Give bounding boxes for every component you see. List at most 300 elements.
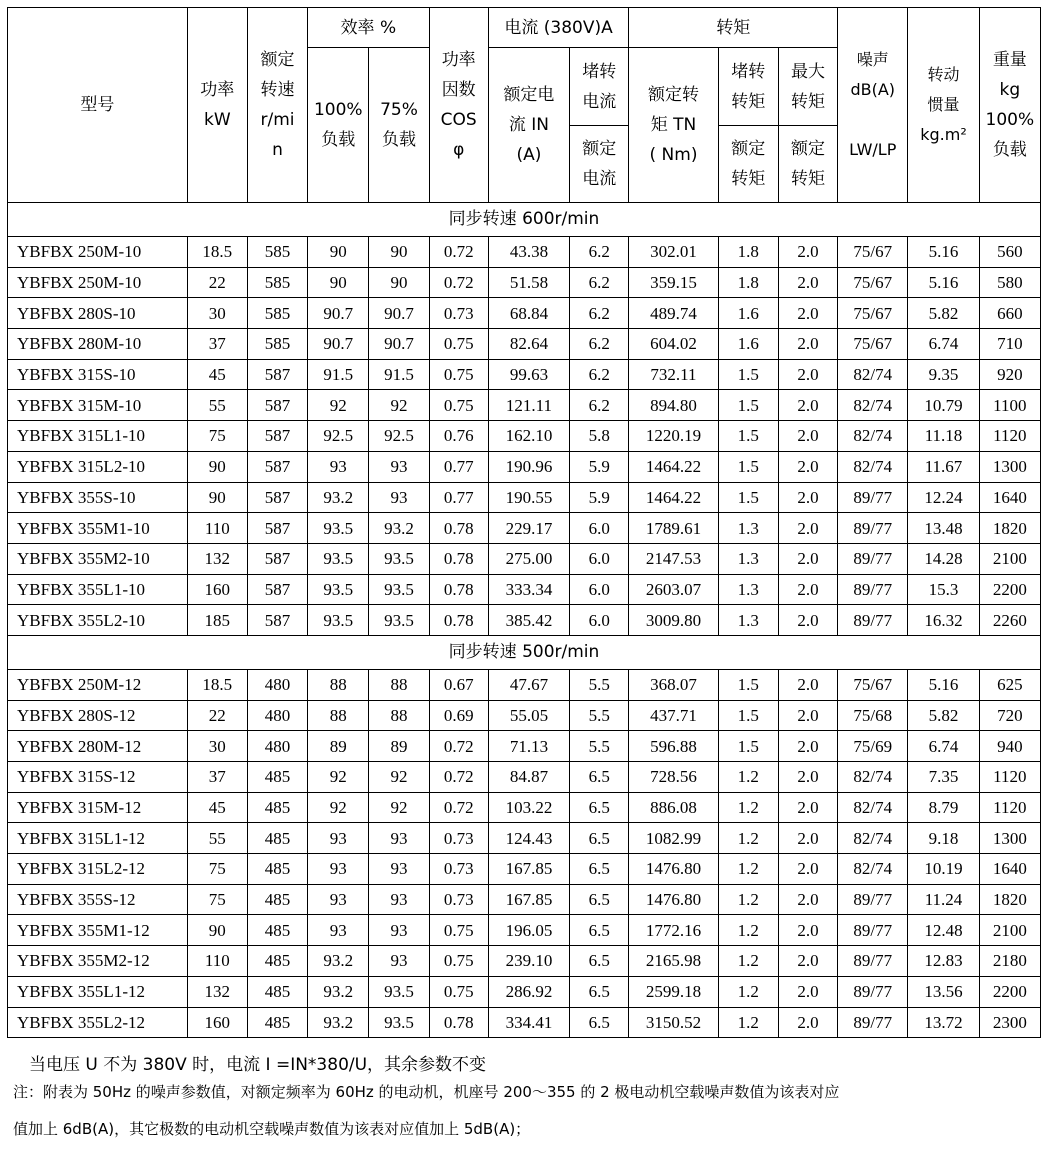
cell-rated-current: 82.64	[488, 329, 569, 360]
cell-inertia: 6.74	[908, 329, 979, 360]
cell-locked-torque-ratio: 1.3	[718, 543, 778, 574]
cell-rated-current: 43.38	[488, 237, 569, 268]
cell-locked-current-ratio: 6.5	[570, 915, 629, 946]
header-line: 矩 TN	[650, 115, 697, 135]
cell-inertia: 13.72	[908, 1007, 979, 1038]
cell-inertia: 15.3	[908, 574, 979, 605]
cell-rated-speed: 587	[247, 421, 307, 452]
cell-power: 132	[187, 976, 247, 1007]
cell-weight: 720	[979, 700, 1040, 731]
cell-rated-torque: 1464.22	[629, 482, 718, 513]
cell-weight: 580	[979, 267, 1040, 298]
cell-power: 185	[187, 605, 247, 636]
header-line: 额定	[260, 50, 295, 70]
cell-max-torque-ratio: 2.0	[778, 792, 837, 823]
cell-rated-speed: 587	[247, 543, 307, 574]
cell-eff-100: 92	[308, 390, 369, 421]
cell-noise: 82/74	[838, 451, 908, 482]
cell-weight: 1640	[979, 482, 1040, 513]
header-max-torque-top	[778, 48, 837, 126]
cell-locked-current-ratio: 5.5	[570, 731, 629, 762]
table-row	[8, 421, 1041, 452]
cell-eff-100: 91.5	[308, 359, 369, 390]
cell-rated-current: 103.22	[488, 792, 569, 823]
table-row	[8, 605, 1041, 636]
cell-rated-current: 55.05	[488, 700, 569, 731]
cell-model: YBFBX 355S-12	[8, 884, 188, 915]
cell-weight: 2200	[979, 574, 1040, 605]
cell-max-torque-ratio: 2.0	[778, 421, 837, 452]
cell-power: 75	[187, 854, 247, 885]
header-power-factor	[429, 8, 488, 203]
cell-power-factor: 0.75	[429, 359, 488, 390]
header-rated-torque	[629, 48, 718, 203]
cell-eff-100: 93	[308, 884, 369, 915]
cell-power-factor: 0.72	[429, 762, 488, 793]
cell-rated-speed: 587	[247, 359, 307, 390]
cell-rated-speed: 585	[247, 329, 307, 360]
cell-max-torque-ratio: 2.0	[778, 574, 837, 605]
header-inertia	[908, 8, 979, 203]
header-line: 转矩	[731, 91, 766, 112]
cell-eff-75: 92.5	[369, 421, 429, 452]
table-row	[8, 390, 1041, 421]
cell-locked-current-ratio: 6.5	[570, 1007, 629, 1038]
cell-rated-current: 51.58	[488, 267, 569, 298]
cell-rated-torque: 437.71	[629, 700, 718, 731]
cell-eff-100: 93.5	[308, 574, 369, 605]
cell-weight: 940	[979, 731, 1040, 762]
cell-inertia: 12.24	[908, 482, 979, 513]
cell-power: 160	[187, 1007, 247, 1038]
cell-rated-speed: 587	[247, 482, 307, 513]
cell-power-factor: 0.77	[429, 451, 488, 482]
cell-max-torque-ratio: 2.0	[778, 237, 837, 268]
cell-power: 18.5	[187, 237, 247, 268]
cell-weight: 2260	[979, 605, 1040, 636]
cell-eff-75: 93.2	[369, 513, 429, 544]
cell-power: 45	[187, 359, 247, 390]
cell-eff-100: 90.7	[308, 298, 369, 329]
cell-rated-current: 71.13	[488, 731, 569, 762]
cell-eff-75: 88	[369, 700, 429, 731]
cell-eff-100: 93.2	[308, 976, 369, 1007]
cell-model: YBFBX 355M2-10	[8, 543, 188, 574]
cell-rated-torque: 1220.19	[629, 421, 718, 452]
cell-weight: 1300	[979, 451, 1040, 482]
cell-rated-current: 121.11	[488, 390, 569, 421]
cell-power: 45	[187, 792, 247, 823]
cell-max-torque-ratio: 2.0	[778, 946, 837, 977]
cell-model: YBFBX 280S-12	[8, 700, 188, 731]
cell-model: YBFBX 355M2-12	[8, 946, 188, 977]
cell-weight: 1300	[979, 823, 1040, 854]
cell-rated-current: 99.63	[488, 359, 569, 390]
header-efficiency-75	[369, 48, 429, 203]
cell-rated-current: 239.10	[488, 946, 569, 977]
cell-inertia: 5.16	[908, 267, 979, 298]
cell-rated-torque: 596.88	[629, 731, 718, 762]
cell-power-factor: 0.75	[429, 946, 488, 977]
cell-locked-current-ratio: 6.5	[570, 854, 629, 885]
group-title: 同步转速 500r/min	[8, 635, 1041, 669]
cell-noise: 82/74	[838, 854, 908, 885]
header-line: 因数	[441, 80, 476, 100]
header-current: 电流 (380V)A	[488, 8, 629, 48]
cell-rated-speed: 587	[247, 605, 307, 636]
cell-model: YBFBX 355L1-12	[8, 976, 188, 1007]
cell-locked-current-ratio: 6.0	[570, 605, 629, 636]
cell-weight: 710	[979, 329, 1040, 360]
cell-eff-75: 93.5	[369, 543, 429, 574]
header-line: LW/LP	[849, 140, 897, 159]
cell-eff-100: 93.5	[308, 543, 369, 574]
header-line: (A)	[516, 145, 542, 165]
cell-weight: 660	[979, 298, 1040, 329]
cell-weight: 1640	[979, 854, 1040, 885]
table-row	[8, 854, 1041, 885]
cell-weight: 1100	[979, 390, 1040, 421]
header-line: 额定	[731, 139, 766, 159]
table-row	[8, 669, 1041, 700]
cell-model: YBFBX 315M-10	[8, 390, 188, 421]
cell-rated-current: 167.85	[488, 854, 569, 885]
cell-eff-100: 88	[308, 669, 369, 700]
cell-rated-speed: 485	[247, 854, 307, 885]
cell-locked-current-ratio: 6.2	[570, 237, 629, 268]
cell-locked-current-ratio: 6.0	[570, 543, 629, 574]
cell-power: 110	[187, 946, 247, 977]
table-row	[8, 1007, 1041, 1038]
cell-power-factor: 0.73	[429, 854, 488, 885]
cell-power: 75	[187, 421, 247, 452]
table-row	[8, 915, 1041, 946]
note-voltage: 当电压 U 不为 380V 时，电流 I =IN*380/U，其余参数不变	[29, 1055, 487, 1075]
cell-eff-100: 93.2	[308, 1007, 369, 1038]
table-row	[8, 359, 1041, 390]
cell-noise: 89/77	[838, 1007, 908, 1038]
cell-noise: 75/67	[838, 669, 908, 700]
cell-locked-torque-ratio: 1.2	[718, 884, 778, 915]
cell-noise: 75/68	[838, 700, 908, 731]
cell-eff-75: 93	[369, 451, 429, 482]
cell-model: YBFBX 315L2-10	[8, 451, 188, 482]
cell-max-torque-ratio: 2.0	[778, 762, 837, 793]
cell-model: YBFBX 250M-10	[8, 267, 188, 298]
cell-power-factor: 0.75	[429, 329, 488, 360]
cell-locked-torque-ratio: 1.2	[718, 976, 778, 1007]
cell-locked-torque-ratio: 1.3	[718, 513, 778, 544]
cell-rated-speed: 587	[247, 451, 307, 482]
header-line: 负载	[992, 140, 1027, 160]
cell-locked-current-ratio: 6.5	[570, 792, 629, 823]
cell-noise: 89/77	[838, 605, 908, 636]
cell-rated-speed: 485	[247, 762, 307, 793]
header-line: 噪声	[856, 50, 889, 69]
group-title: 同步转速 600r/min	[8, 203, 1041, 237]
cell-locked-torque-ratio: 1.5	[718, 700, 778, 731]
cell-weight: 2180	[979, 946, 1040, 977]
cell-locked-torque-ratio: 1.2	[718, 792, 778, 823]
cell-rated-speed: 485	[247, 823, 307, 854]
motor-spec-sheet	[7, 7, 1041, 1138]
cell-max-torque-ratio: 2.0	[778, 605, 837, 636]
cell-locked-current-ratio: 6.2	[570, 329, 629, 360]
cell-eff-75: 90.7	[369, 298, 429, 329]
cell-max-torque-ratio: 2.0	[778, 513, 837, 544]
cell-noise: 75/67	[838, 237, 908, 268]
cell-locked-torque-ratio: 1.5	[718, 390, 778, 421]
cell-eff-100: 93.5	[308, 605, 369, 636]
header-line: 额定	[582, 139, 617, 159]
note-noise-line2: 值加上 6dB(A)，其它极数的电动机空载噪声数值为该表对应值加上 5dB(A)；	[13, 1120, 531, 1138]
cell-max-torque-ratio: 2.0	[778, 915, 837, 946]
cell-power: 55	[187, 823, 247, 854]
header-line: kg.m²	[920, 125, 967, 144]
cell-rated-torque: 302.01	[629, 237, 718, 268]
table-row	[8, 513, 1041, 544]
cell-eff-75: 93	[369, 915, 429, 946]
cell-noise: 89/77	[838, 513, 908, 544]
cell-rated-speed: 585	[247, 298, 307, 329]
header-line: 流 IN	[508, 115, 550, 135]
header-line: 电流	[582, 91, 617, 112]
header-line: 额定	[790, 139, 825, 159]
cell-rated-current: 385.42	[488, 605, 569, 636]
cell-rated-current: 275.00	[488, 543, 569, 574]
cell-eff-75: 93.5	[369, 1007, 429, 1038]
cell-eff-100: 93	[308, 823, 369, 854]
table-row	[8, 329, 1041, 360]
cell-power-factor: 0.73	[429, 884, 488, 915]
cell-model: YBFBX 280M-10	[8, 329, 188, 360]
header-line: 额定电	[503, 85, 555, 105]
cell-inertia: 13.48	[908, 513, 979, 544]
cell-eff-75: 93.5	[369, 976, 429, 1007]
cell-rated-torque: 1476.80	[629, 884, 718, 915]
cell-noise: 82/74	[838, 823, 908, 854]
cell-eff-75: 92	[369, 792, 429, 823]
cell-rated-current: 167.85	[488, 884, 569, 915]
cell-rated-torque: 3150.52	[629, 1007, 718, 1038]
header-line: 功率	[441, 50, 476, 70]
cell-eff-100: 90	[308, 237, 369, 268]
cell-locked-torque-ratio: 1.5	[718, 669, 778, 700]
cell-rated-speed: 485	[247, 884, 307, 915]
cell-rated-current: 229.17	[488, 513, 569, 544]
cell-locked-current-ratio: 5.9	[570, 482, 629, 513]
header-noise	[838, 8, 908, 203]
cell-power-factor: 0.75	[429, 390, 488, 421]
cell-locked-torque-ratio: 1.5	[718, 451, 778, 482]
cell-model: YBFBX 355L1-10	[8, 574, 188, 605]
cell-max-torque-ratio: 2.0	[778, 390, 837, 421]
cell-inertia: 12.83	[908, 946, 979, 977]
cell-rated-torque: 894.80	[629, 390, 718, 421]
cell-max-torque-ratio: 2.0	[778, 267, 837, 298]
cell-power-factor: 0.77	[429, 482, 488, 513]
cell-eff-100: 93.2	[308, 482, 369, 513]
cell-locked-current-ratio: 5.8	[570, 421, 629, 452]
cell-rated-torque: 1772.16	[629, 915, 718, 946]
cell-model: YBFBX 315L2-12	[8, 854, 188, 885]
table-row	[8, 700, 1041, 731]
cell-model: YBFBX 355L2-12	[8, 1007, 188, 1038]
cell-locked-current-ratio: 6.5	[570, 976, 629, 1007]
table-row	[8, 823, 1041, 854]
cell-eff-75: 92	[369, 762, 429, 793]
cell-eff-100: 93	[308, 915, 369, 946]
cell-eff-100: 93.2	[308, 946, 369, 977]
cell-eff-75: 93.5	[369, 574, 429, 605]
cell-locked-torque-ratio: 1.2	[718, 762, 778, 793]
cell-locked-torque-ratio: 1.6	[718, 298, 778, 329]
cell-locked-torque-ratio: 1.3	[718, 605, 778, 636]
cell-power: 37	[187, 329, 247, 360]
cell-power-factor: 0.75	[429, 976, 488, 1007]
cell-weight: 2300	[979, 1007, 1040, 1038]
cell-eff-75: 93.5	[369, 605, 429, 636]
cell-locked-torque-ratio: 1.2	[718, 1007, 778, 1038]
header-line: φ	[453, 140, 465, 160]
note-noise-line1: 注：附表为 50Hz 的噪声参数值，对额定频率为 60Hz 的电动机，机座号 200～355 的 2 极电动机空载噪声数值为该表对应	[13, 1083, 840, 1101]
cell-rated-torque: 1476.80	[629, 854, 718, 885]
cell-power: 22	[187, 700, 247, 731]
table-header	[8, 8, 1041, 203]
cell-eff-75: 93	[369, 482, 429, 513]
cell-noise: 82/74	[838, 792, 908, 823]
cell-locked-current-ratio: 5.5	[570, 700, 629, 731]
header-line: 转矩	[731, 169, 766, 189]
header-efficiency-100	[308, 48, 369, 203]
table-row	[8, 482, 1041, 513]
cell-max-torque-ratio: 2.0	[778, 482, 837, 513]
cell-power-factor: 0.78	[429, 513, 488, 544]
cell-eff-75: 88	[369, 669, 429, 700]
table-row	[8, 298, 1041, 329]
cell-locked-torque-ratio: 1.5	[718, 482, 778, 513]
cell-power: 110	[187, 513, 247, 544]
table-row	[8, 731, 1041, 762]
cell-eff-75: 92	[369, 390, 429, 421]
header-line: 75%	[380, 100, 418, 120]
header-power	[187, 8, 247, 203]
cell-locked-torque-ratio: 1.8	[718, 267, 778, 298]
cell-rated-speed: 587	[247, 390, 307, 421]
cell-weight: 1120	[979, 421, 1040, 452]
cell-inertia: 11.67	[908, 451, 979, 482]
cell-power-factor: 0.72	[429, 792, 488, 823]
cell-power: 132	[187, 543, 247, 574]
cell-noise: 89/77	[838, 976, 908, 1007]
cell-eff-100: 90.7	[308, 329, 369, 360]
cell-noise: 75/67	[838, 267, 908, 298]
cell-model: YBFBX 280S-10	[8, 298, 188, 329]
cell-max-torque-ratio: 2.0	[778, 669, 837, 700]
cell-power-factor: 0.78	[429, 1007, 488, 1038]
cell-eff-100: 89	[308, 731, 369, 762]
cell-locked-torque-ratio: 1.8	[718, 237, 778, 268]
cell-rated-current: 196.05	[488, 915, 569, 946]
table-row	[8, 237, 1041, 268]
header-line: 额定转	[647, 85, 699, 105]
cell-rated-torque: 732.11	[629, 359, 718, 390]
cell-rated-torque: 728.56	[629, 762, 718, 793]
cell-inertia: 10.79	[908, 390, 979, 421]
cell-power-factor: 0.73	[429, 298, 488, 329]
header-line: 转矩	[790, 169, 825, 189]
cell-rated-torque: 1082.99	[629, 823, 718, 854]
cell-rated-torque: 2165.98	[629, 946, 718, 977]
cell-locked-current-ratio: 6.0	[570, 513, 629, 544]
table-row	[8, 762, 1041, 793]
cell-model: YBFBX 355M1-12	[8, 915, 188, 946]
cell-rated-torque: 489.74	[629, 298, 718, 329]
cell-power-factor: 0.72	[429, 731, 488, 762]
cell-power-factor: 0.72	[429, 267, 488, 298]
cell-eff-100: 92	[308, 762, 369, 793]
cell-weight: 920	[979, 359, 1040, 390]
cell-locked-torque-ratio: 1.6	[718, 329, 778, 360]
cell-noise: 75/67	[838, 298, 908, 329]
cell-locked-torque-ratio: 1.5	[718, 731, 778, 762]
cell-weight: 1820	[979, 884, 1040, 915]
header-line: n	[272, 140, 283, 160]
cell-rated-current: 47.67	[488, 669, 569, 700]
cell-eff-100: 93.5	[308, 513, 369, 544]
table-row	[8, 574, 1041, 605]
cell-model: YBFBX 355L2-10	[8, 605, 188, 636]
cell-locked-current-ratio: 6.5	[570, 823, 629, 854]
cell-locked-torque-ratio: 1.2	[718, 946, 778, 977]
cell-rated-speed: 585	[247, 237, 307, 268]
cell-max-torque-ratio: 2.0	[778, 359, 837, 390]
cell-rated-speed: 485	[247, 915, 307, 946]
cell-inertia: 11.24	[908, 884, 979, 915]
cell-locked-torque-ratio: 1.2	[718, 854, 778, 885]
cell-power: 37	[187, 762, 247, 793]
cell-noise: 82/74	[838, 390, 908, 421]
cell-rated-current: 68.84	[488, 298, 569, 329]
table-row	[8, 792, 1041, 823]
cell-power: 160	[187, 574, 247, 605]
header-line: 转矩	[790, 91, 825, 112]
cell-eff-100: 90	[308, 267, 369, 298]
cell-rated-current: 334.41	[488, 1007, 569, 1038]
cell-rated-speed: 587	[247, 513, 307, 544]
table-body	[8, 203, 1041, 1038]
cell-rated-speed: 485	[247, 946, 307, 977]
cell-rated-torque: 2599.18	[629, 976, 718, 1007]
cell-rated-speed: 485	[247, 1007, 307, 1038]
cell-weight: 560	[979, 237, 1040, 268]
cell-locked-torque-ratio: 1.2	[718, 915, 778, 946]
cell-eff-75: 93	[369, 854, 429, 885]
header-weight	[979, 8, 1040, 203]
cell-rated-current: 162.10	[488, 421, 569, 452]
cell-rated-torque: 604.02	[629, 329, 718, 360]
cell-locked-current-ratio: 6.2	[570, 267, 629, 298]
cell-noise: 82/74	[838, 359, 908, 390]
cell-inertia: 13.56	[908, 976, 979, 1007]
header-locked-current-bottom	[570, 126, 629, 203]
cell-rated-current: 190.96	[488, 451, 569, 482]
cell-locked-torque-ratio: 1.5	[718, 359, 778, 390]
cell-power: 18.5	[187, 669, 247, 700]
header-line: 负载	[321, 130, 356, 150]
cell-noise: 89/77	[838, 915, 908, 946]
cell-inertia: 9.35	[908, 359, 979, 390]
